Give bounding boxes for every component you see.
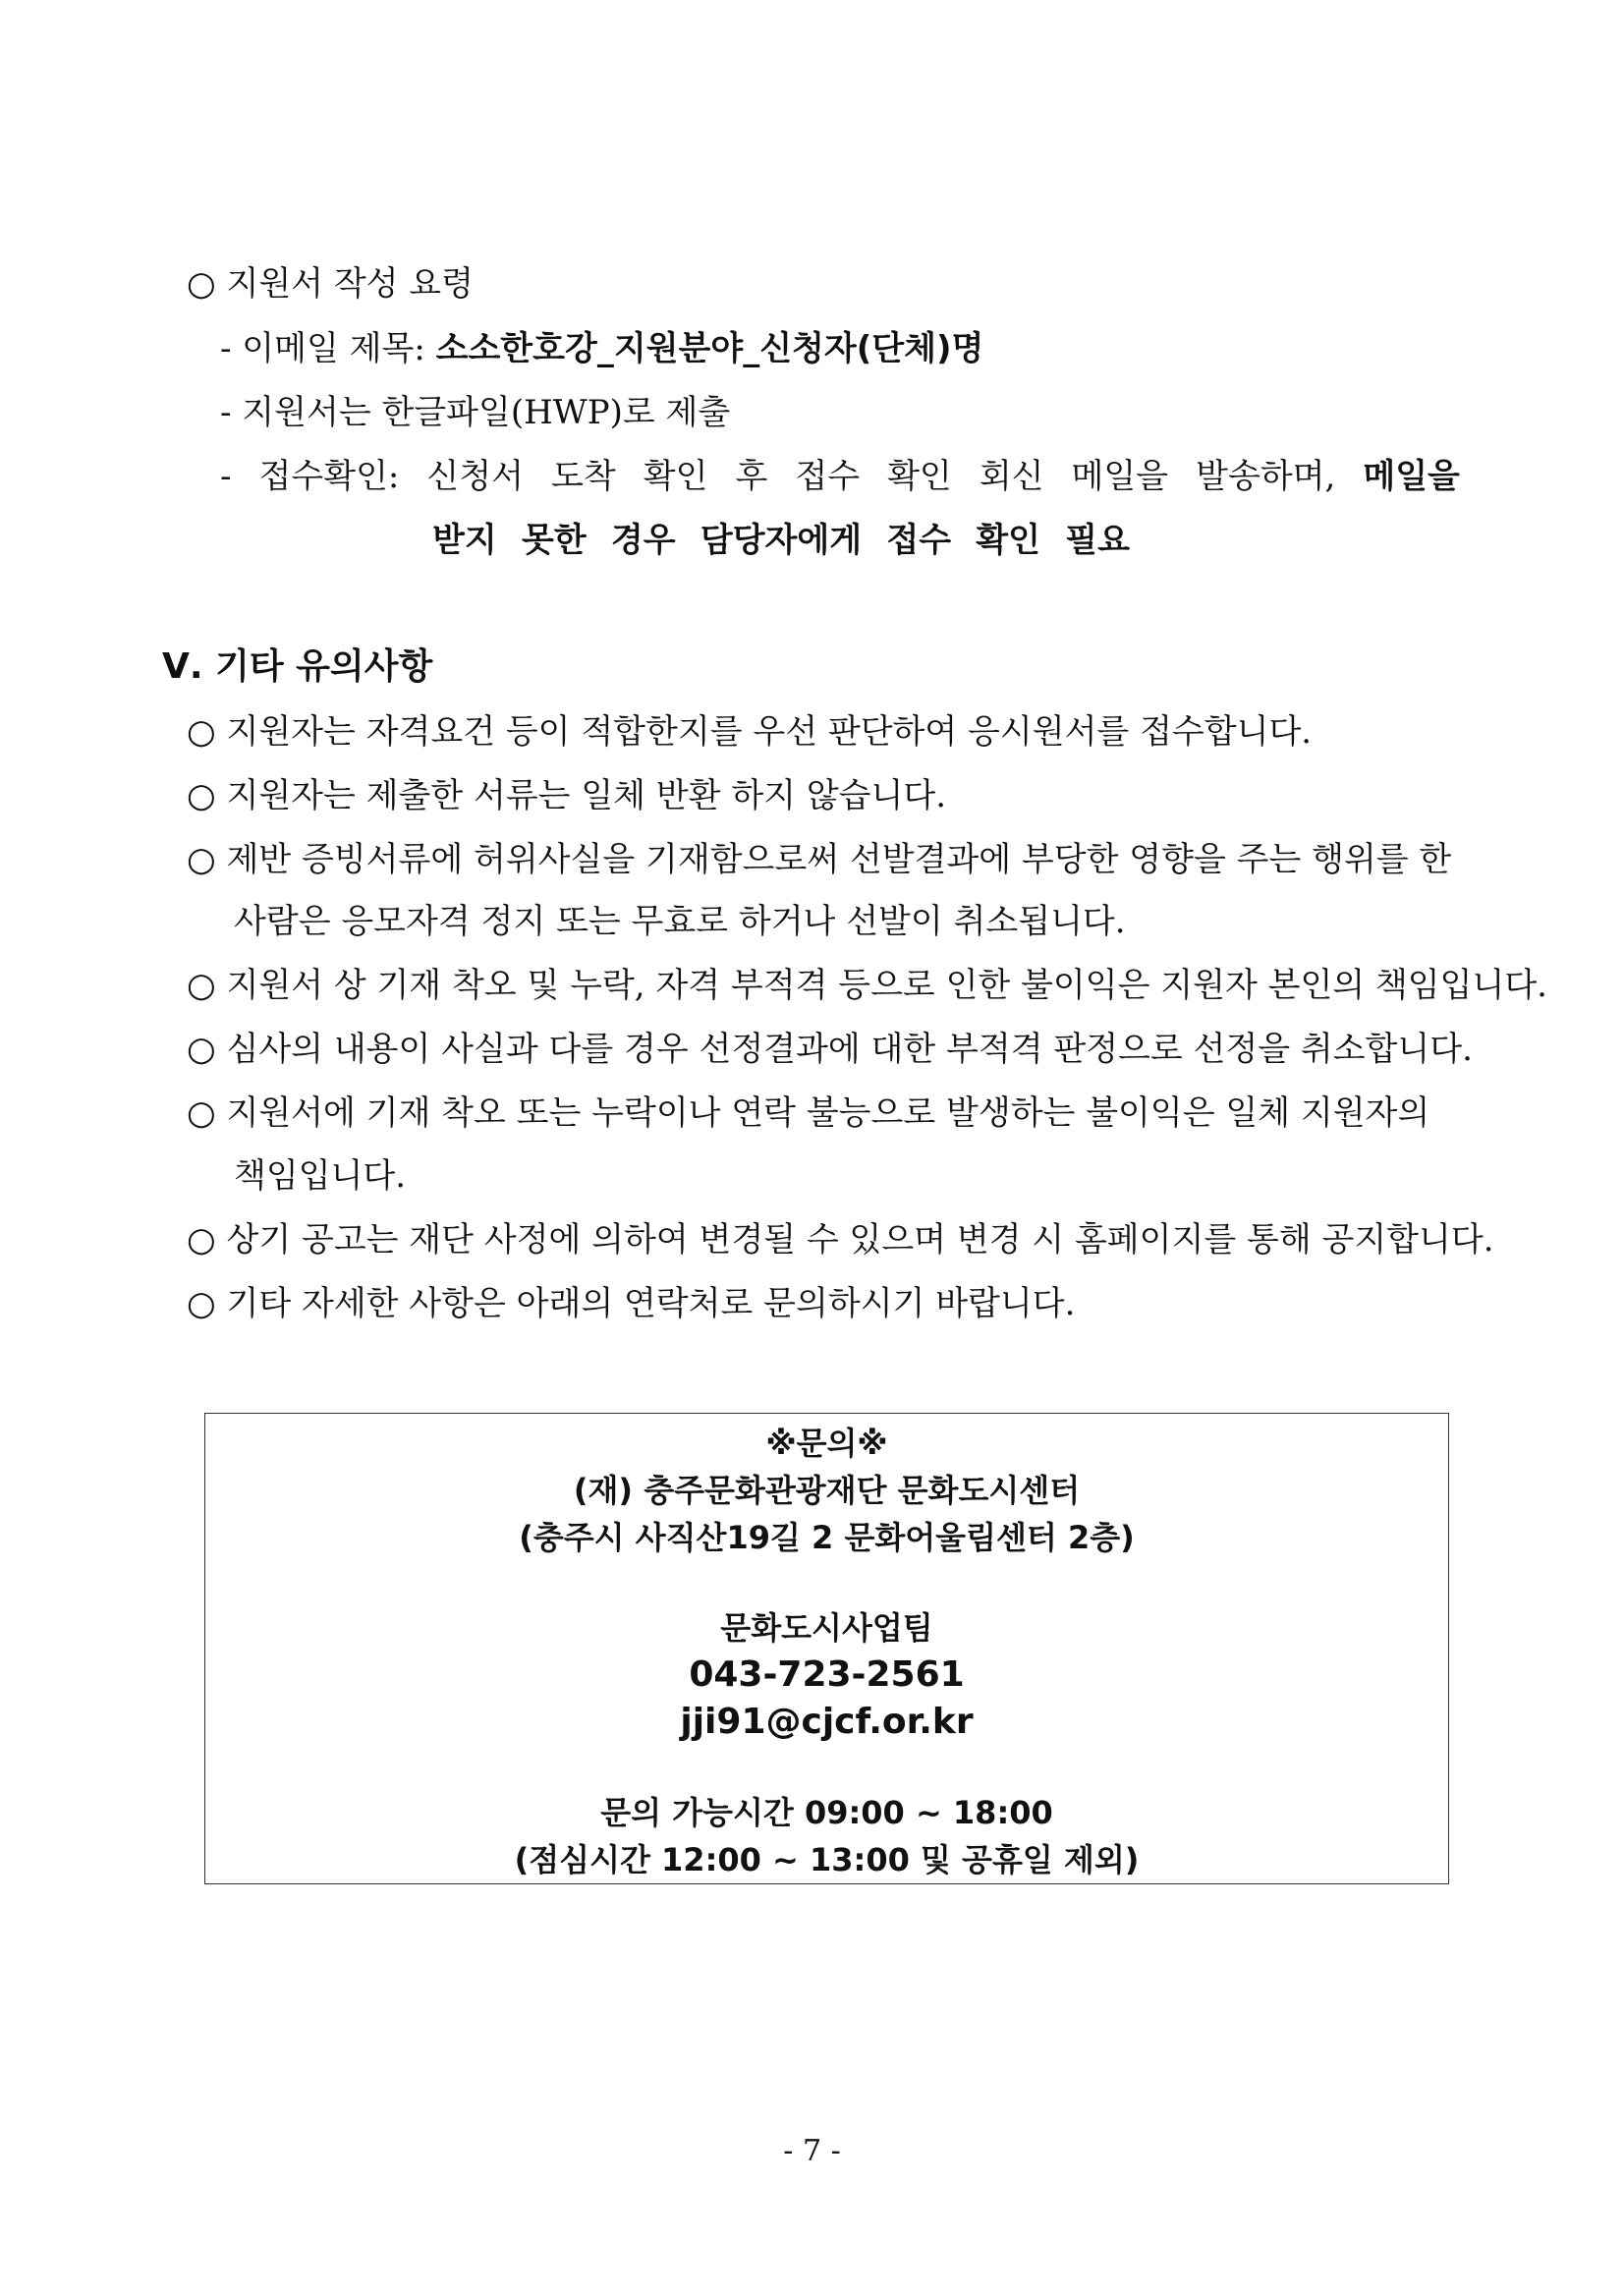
notice-item: ○ 지원자는 제출한 서류는 일체 반환 하지 않습니다. — [187, 776, 947, 815]
receipt-bold-word: 메일을 — [1363, 457, 1460, 496]
notice-item: ○ 지원자는 자격요건 등이 적합한지를 우선 판단하여 응시원서를 접수합니다. — [187, 712, 1313, 752]
page-number: - 7 - — [783, 2134, 841, 2168]
notice-item: ○ 지원서 상 기재 착오 및 누락, 자격 부적격 등으로 인한 불이익은 지원자 본인의 책임입니다. — [187, 966, 1547, 1005]
receipt-confirmation-line-2 — [432, 521, 1130, 560]
contact-box — [204, 1413, 1449, 1884]
receipt-word: 확인 — [643, 457, 708, 496]
contact-address: (충주시 사직산19길 2 문화어울림센터 2층) — [519, 1519, 1135, 1556]
receipt-word: 접수 — [795, 457, 861, 496]
receipt-word: 메일을 — [1071, 457, 1169, 496]
notice-item: ○ 기타 자세한 사항은 아래의 연락처로 문의하시기 바랍니다. — [187, 1284, 1076, 1323]
receipt-confirmation-line — [220, 457, 1460, 496]
email-subject-line — [220, 329, 984, 368]
notice-item: ○ 심사의 내용이 사실과 다를 경우 선정결과에 대한 부적격 판정으로 선정을 취소합니다. — [187, 1030, 1473, 1069]
contact-team: 문화도시사업팀 — [720, 1609, 933, 1647]
notice-item-continuation: 사람은 응모자격 정지 또는 무효로 하거나 선발이 취소됩니다. — [234, 902, 1126, 941]
receipt-bold-text: 받지 못한 경우 담당자에게 접수 확인 필요 — [432, 521, 1130, 560]
hwp-submission-line: - 지원서는 한글파일(HWP)로 제출 — [220, 393, 731, 432]
contact-phone: 043-723-2561 — [689, 1654, 965, 1695]
receipt-word: 발송하며, — [1196, 457, 1336, 496]
notice-item-continuation: 책임입니다. — [234, 1156, 407, 1196]
receipt-word: 후 — [735, 457, 768, 496]
contact-title: ※문의※ — [765, 1425, 888, 1462]
notice-item: ○ 지원서에 기재 착오 또는 누락이나 연락 불능으로 발생하는 불이익은 일체 지원자의 — [187, 1093, 1430, 1133]
receipt-word: 회신 — [979, 457, 1044, 496]
contact-email: jji91@cjcf.or.kr — [680, 1702, 974, 1742]
section-v-heading: Ⅴ. 기타 유의사항 — [162, 646, 433, 687]
receipt-word: 신청서 — [426, 457, 524, 496]
receipt-word: 확인 — [887, 457, 952, 496]
contact-organization: (재) 충주문화관광재단 문화도시센터 — [573, 1472, 1081, 1509]
email-subject-label: - 이메일 제목: — [220, 329, 436, 368]
notice-item: ○ 상기 공고는 재단 사정에 의하여 변경될 수 있으며 변경 시 홈페이지를 통해 공지합니다. — [187, 1220, 1494, 1260]
notice-item: ○ 제반 증빙서류에 허위사실을 기재함으로써 선발결과에 부당한 영향을 주는 행위를 한 — [187, 840, 1452, 879]
receipt-word: - — [220, 457, 232, 496]
writing-guide-bullet: ○ 지원서 작성 요령 — [187, 264, 474, 304]
receipt-word: 도착 — [550, 457, 616, 496]
email-subject-value: 소소한호강_지원분야_신청자(단체)명 — [435, 329, 984, 368]
contact-hours-note: (점심시간 12:00 ~ 13:00 및 공휴일 제외) — [514, 1841, 1140, 1878]
contact-hours: 문의 가능시간 09:00 ~ 18:00 — [600, 1794, 1053, 1831]
receipt-word: 접수확인: — [258, 457, 400, 496]
